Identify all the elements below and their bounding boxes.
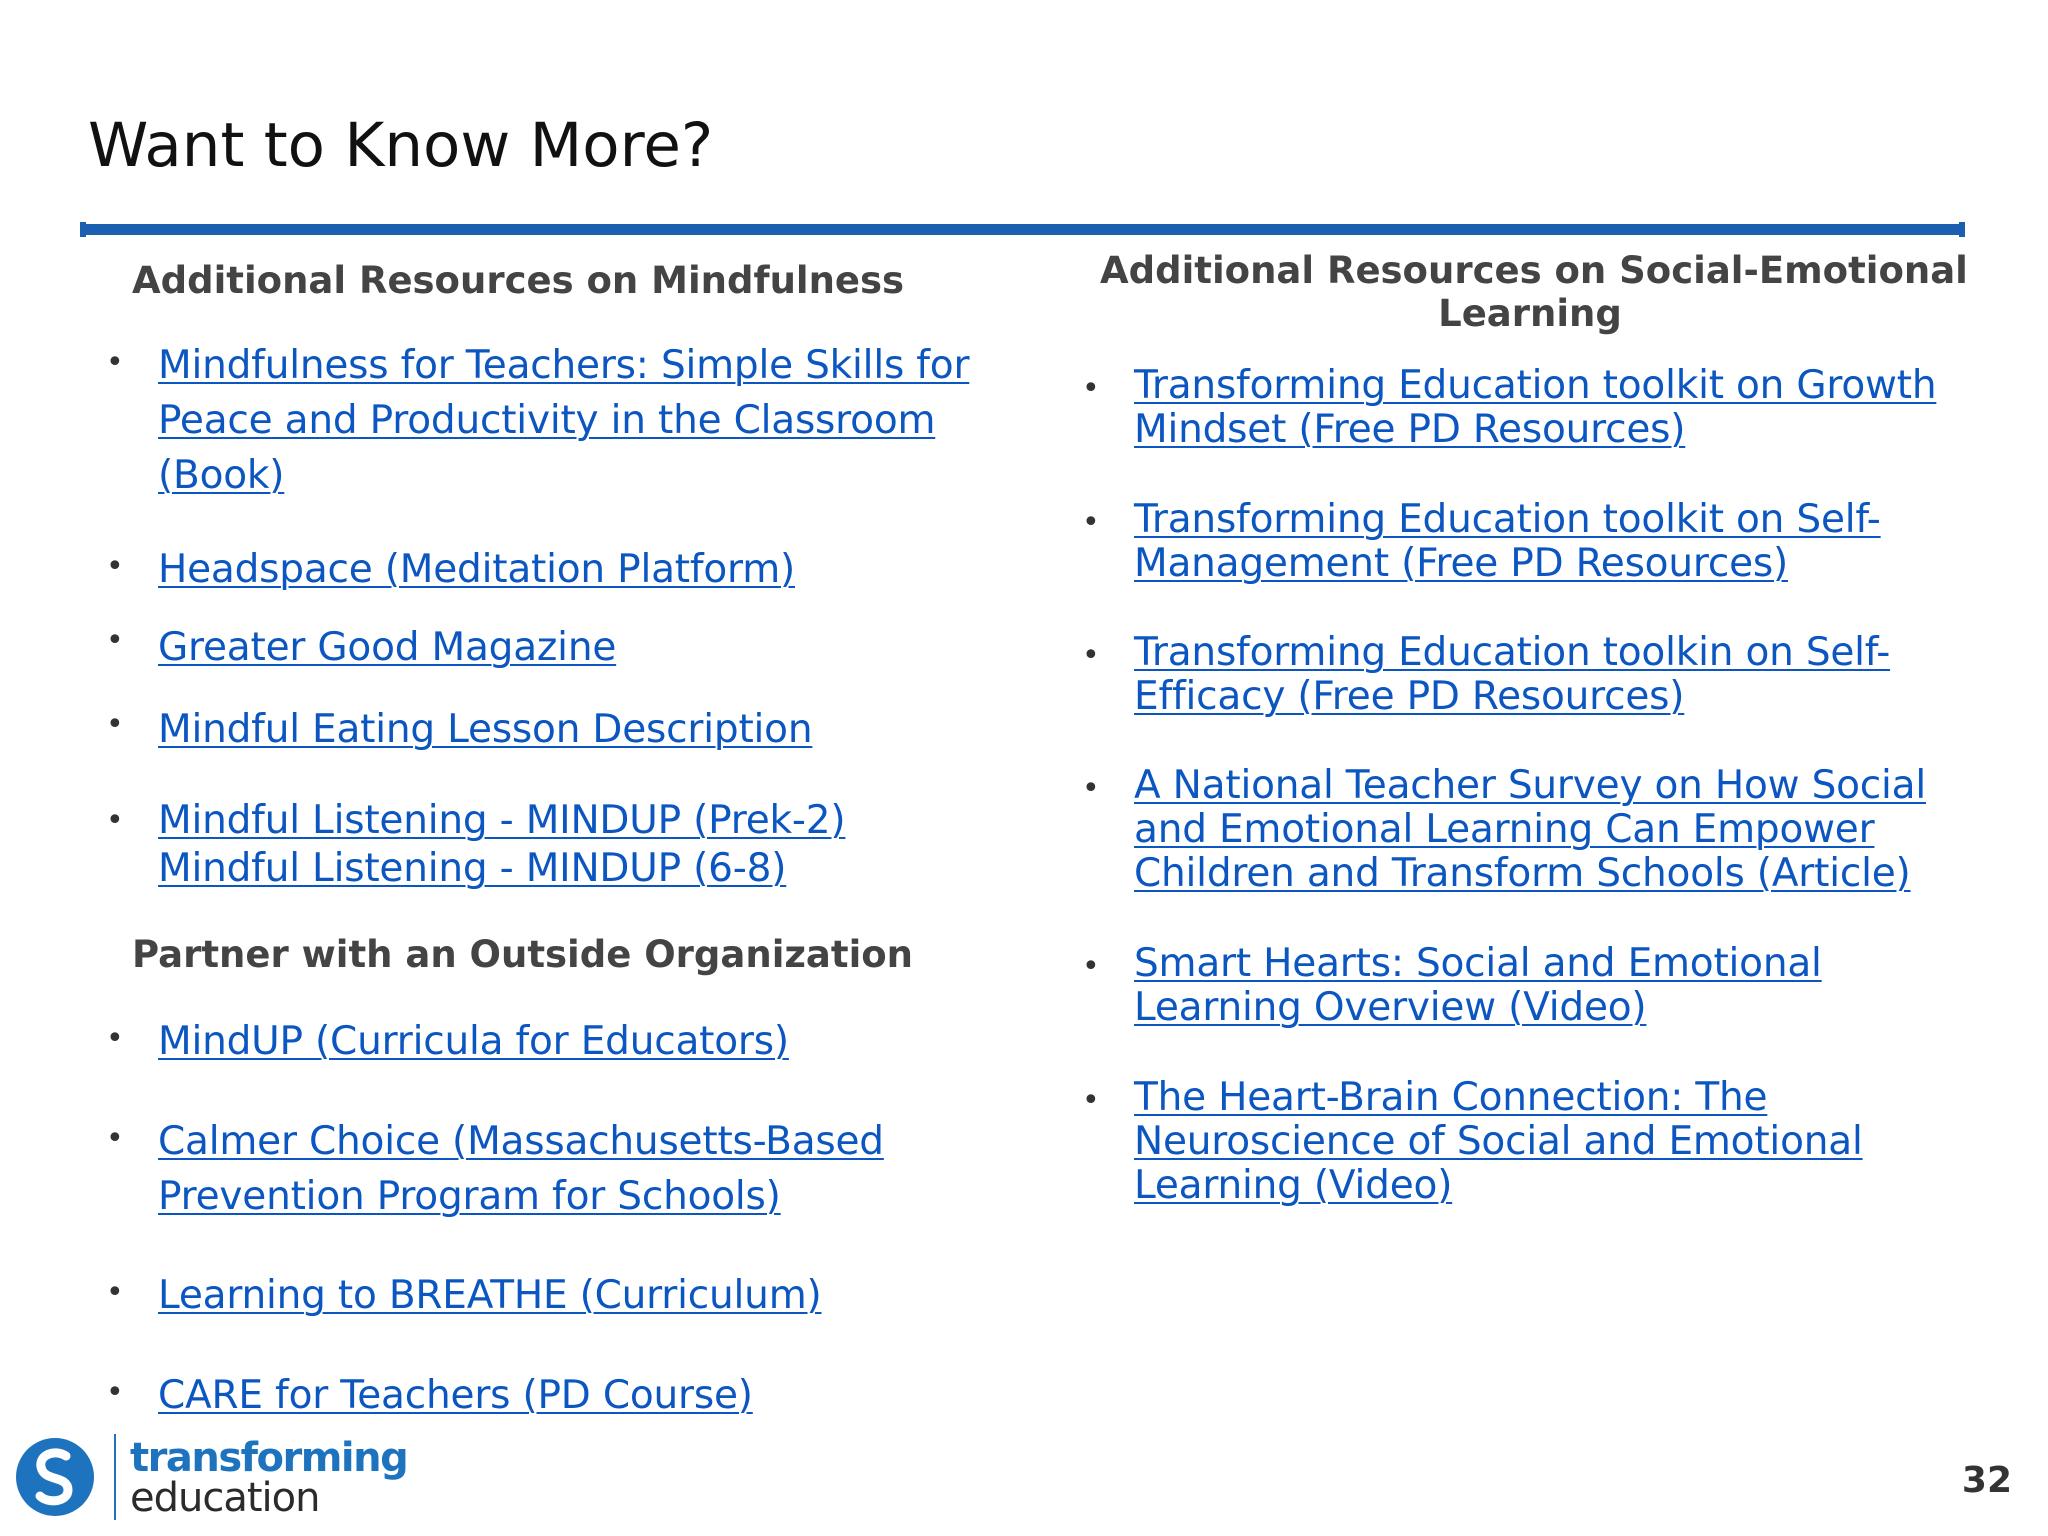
bullet: • [1082,505,1100,540]
link-smart-hearts-2[interactable]: Learning Overview (Video) [1134,985,1647,1030]
bullet: • [106,1375,124,1410]
link-teacher-survey-1[interactable]: A National Teacher Survey on How Social [1134,763,1927,808]
bullet: • [106,549,124,584]
bullet: • [106,623,124,658]
title-rule [80,224,1965,235]
bullet: • [1082,771,1100,806]
link-mindfulness-for-teachers-2[interactable]: Peace and Productivity in the Classroom [158,398,936,443]
sel-heading-line2: Learning [1438,291,1622,335]
link-self-management-2[interactable]: Management (Free PD Resources) [1134,541,1789,586]
link-heart-brain-2[interactable]: Neuroscience of Social and Emotional [1134,1119,1863,1164]
link-mindup-6-8[interactable]: Mindful Listening - MINDUP (6-8) [158,846,787,891]
link-teacher-survey-2[interactable]: and Emotional Learning Can Empower [1134,807,1875,852]
link-headspace[interactable]: Headspace (Meditation Platform) [158,547,796,592]
bullet: • [106,1121,124,1156]
bullet: • [1082,1083,1100,1118]
link-self-efficacy-1[interactable]: Transforming Education toolkin on Self- [1134,630,1891,675]
link-learning-to-breathe[interactable]: Learning to BREATHE (Curriculum) [158,1273,822,1318]
link-mindfulness-for-teachers-3[interactable]: (Book) [158,453,285,498]
logo-s-icon [14,1436,96,1518]
link-calmer-choice-1[interactable]: Calmer Choice (Massachusetts-Based [158,1119,884,1164]
bullet: • [106,707,124,742]
link-teacher-survey-3[interactable]: Children and Transform Schools (Article) [1134,851,1911,896]
link-mindup-prek2[interactable]: Mindful Listening - MINDUP (Prek-2) [158,798,846,843]
bullet: • [106,803,124,838]
transforming-education-logo [14,1432,408,1522]
link-growth-mindset-2[interactable]: Mindset (Free PD Resources) [1134,407,1686,452]
logo-text-transforming: transforming [130,1435,408,1481]
bullet: • [1082,371,1100,406]
link-heart-brain-1[interactable]: The Heart-Brain Connection: The [1134,1075,1768,1120]
link-self-management-1[interactable]: Transforming Education toolkit on Self- [1134,497,1881,542]
sel-heading-line1: Additional Resources on Social-Emotional [1100,249,1968,292]
bullet: • [1082,949,1100,984]
bullet: • [1082,638,1100,673]
link-smart-hearts-1[interactable]: Smart Hearts: Social and Emotional [1134,941,1822,986]
link-mindfulness-for-teachers-1[interactable]: Mindfulness for Teachers: Simple Skills for [158,343,970,388]
link-calmer-choice-2[interactable]: Prevention Program for Schools) [158,1174,781,1219]
page-number: 32 [1961,1460,2012,1501]
mindfulness-heading: Additional Resources on Mindfulness [132,259,905,302]
slide-title: Want to Know More? [88,110,714,181]
logo-divider [114,1434,116,1520]
link-greater-good[interactable]: Greater Good Magazine [158,625,617,670]
link-mindful-eating[interactable]: Mindful Eating Lesson Description [158,707,813,752]
link-growth-mindset-1[interactable]: Transforming Education toolkit on Growth [1134,363,1937,408]
logo-text-education: education [130,1475,320,1521]
bullet: • [106,1021,124,1056]
link-heart-brain-3[interactable]: Learning (Video) [1134,1163,1453,1208]
partner-heading: Partner with an Outside Organization [132,933,914,976]
sel-heading [1100,249,1968,335]
link-self-efficacy-2[interactable]: Efficacy (Free PD Resources) [1134,674,1685,719]
link-care-for-teachers[interactable]: CARE for Teachers (PD Course) [158,1373,753,1418]
bullet: • [106,345,124,380]
link-mindup-curricula[interactable]: MindUP (Curricula for Educators) [158,1019,789,1064]
bullet: • [106,1275,124,1310]
